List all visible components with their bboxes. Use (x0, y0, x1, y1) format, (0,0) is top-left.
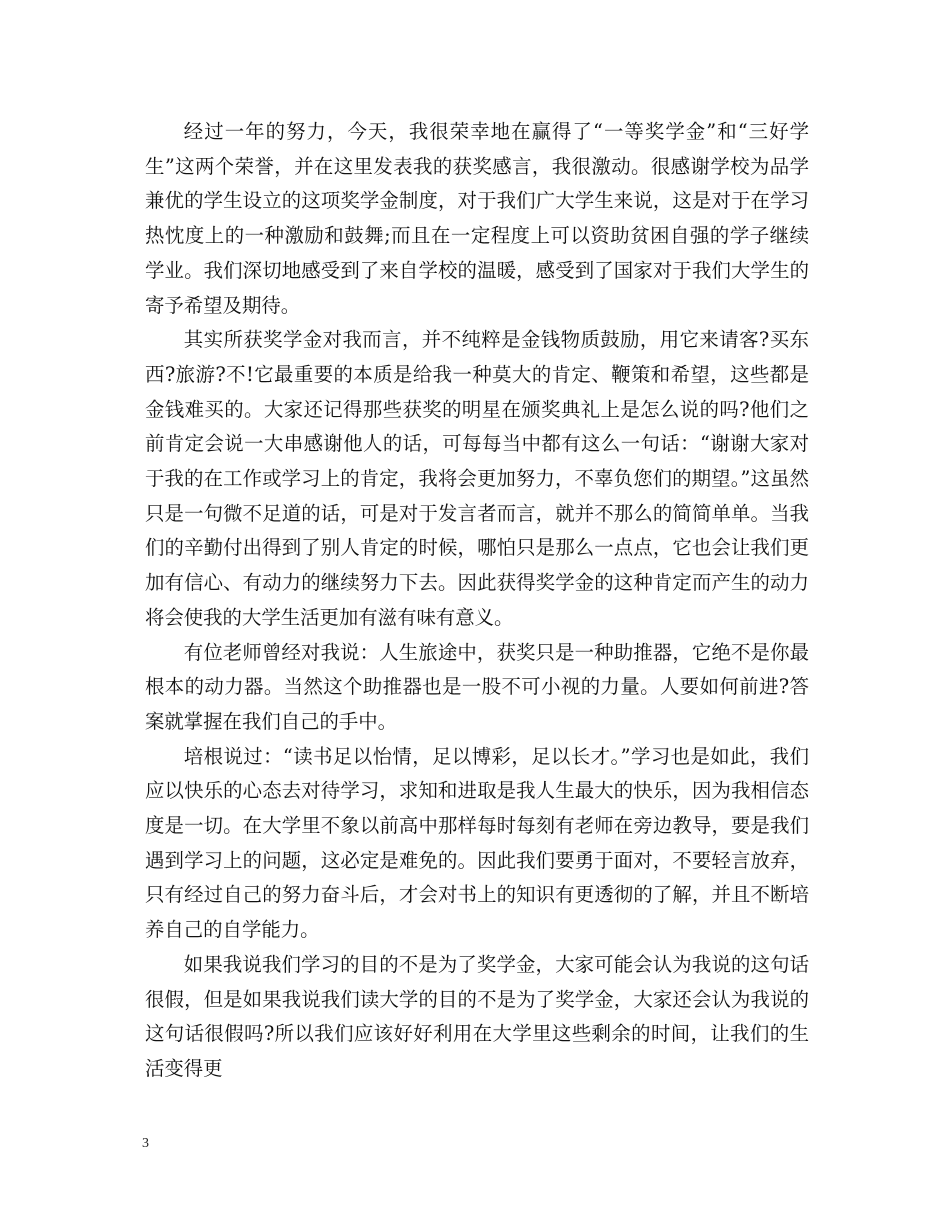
document-body (145, 115, 809, 1087)
paragraph-3: 有位老师曾经对我说：人生旅途中，获奖只是一种助推器，它绝不是你最根本的动力器。当然这个助推器也是一股不可小视的力量。人要如何前进?答案就掌握在我们自己的手中。 (145, 640, 809, 733)
page-number: 3 (142, 1136, 149, 1151)
paragraph-2: 其实所获奖学金对我而言，并不纯粹是金钱物质鼓励，用它来请客?买东西?旅游?不!它最重要的本质是给我一种莫大的肯定、鞭策和希望，这些都是金钱难买的。大家还记得那些获奖的明星在颁奖典礼上是怎么说的吗?他们之前肯定会说一大串感谢他人的话，可每每当中都有这么一句话：“谢谢大家对于我的在工作或学习上的肯定，我将会更加努力，不辜负您们的期望。”这虽然只是一句微不足道的话，可是对于发言者而言，就并不那么的简简单单。当我们的辛勤付出得到了别人肯定的时候，哪怕只是那么一点点，它也会让我们更加有信心、有动力的继续努力下去。因此获得奖学金的这种肯定而产生的动力将会使我的大学生活更加有滋有味有意义。 (145, 328, 809, 629)
paragraph-4: 培根说过：“读书足以怡情，足以博彩，足以长才。”学习也是如此，我们应以快乐的心态去对待学习，求知和进取是我人生最大的快乐，因为我相信态度是一切。在大学里不象以前高中那样每时每刻有老师在旁边教导，要是我们遇到学习上的问题，这必定是难免的。因此我们要勇于面对，不要轻言放弃，只有经过自己的努力奋斗后，才会对书上的知识有更透彻的了解，并且不断培养自己的自学能力。 (145, 744, 809, 942)
paragraph-5: 如果我说我们学习的目的不是为了奖学金，大家可能会认为我说的这句话很假，但是如果我说我们读大学的目的不是为了奖学金，大家还会认为我说的这句话很假吗?所以我们应该好好利用在大学里这些剩余的时间，让我们的生活变得更 (145, 952, 809, 1080)
paragraph-1: 经过一年的努力，今天，我很荣幸地在赢得了“一等奖学金”和“三好学生”这两个荣誉，并在这里发表我的获奖感言，我很激动。很感谢学校为品学兼优的学生设立的这项奖学金制度，对于我们广大学生来说，这是对于在学习热忱度上的一种激励和鼓舞;而且在一定程度上可以资助贫困自强的学子继续学业。我们深切地感受到了来自学校的温暖，感受到了国家对于我们大学生的寄予希望及期待。 (145, 120, 809, 317)
